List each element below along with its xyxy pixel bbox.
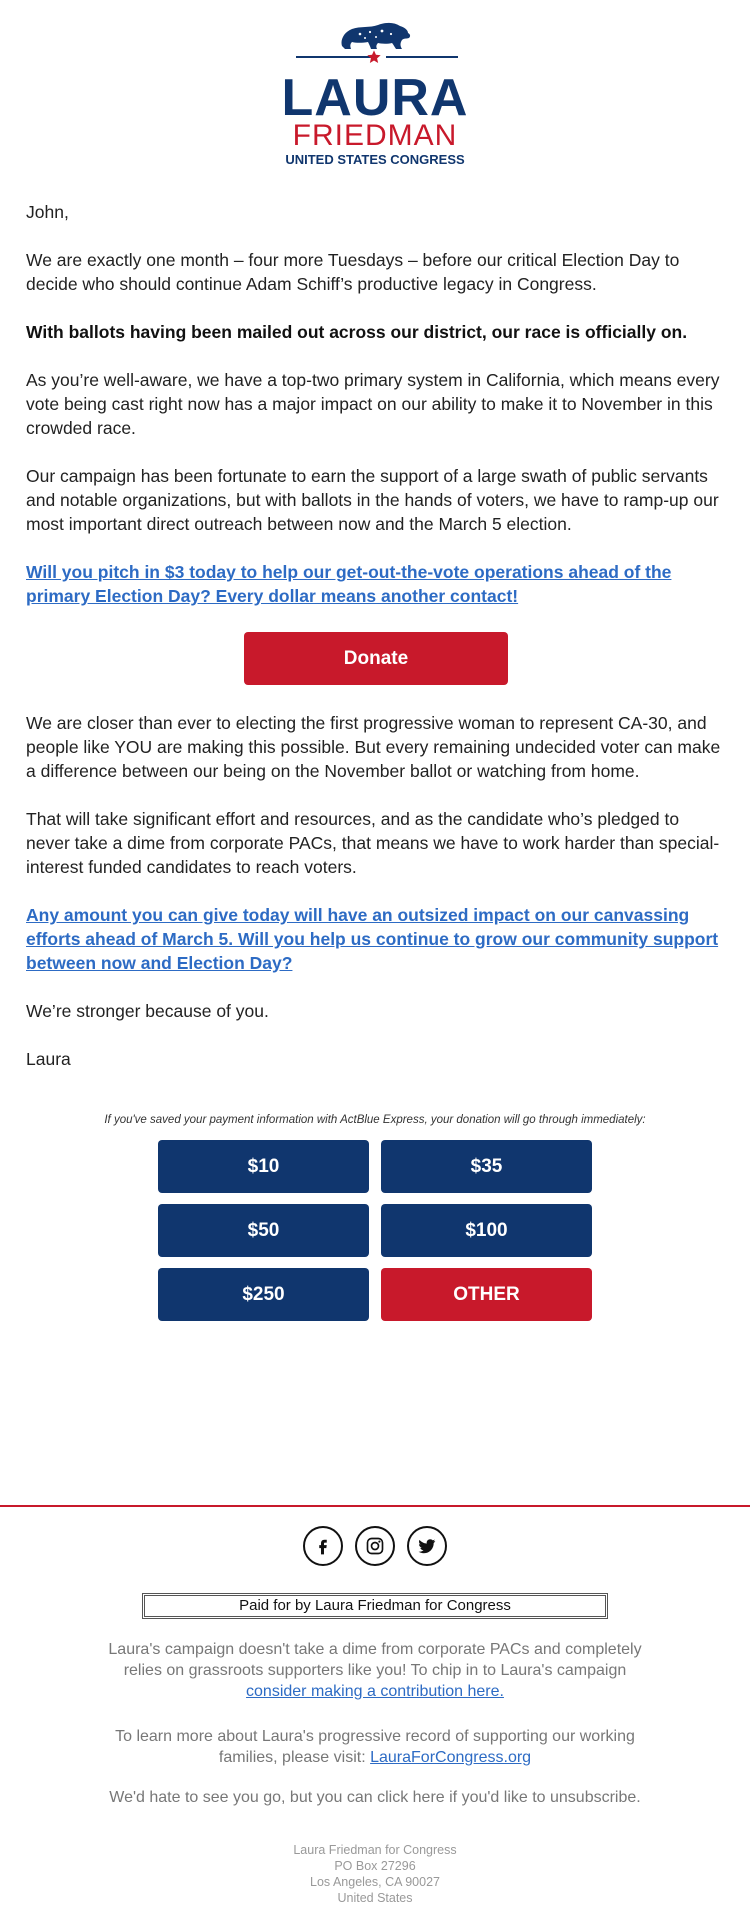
paragraph-1: We are exactly one month – four more Tuesdays – before our critical Election Day to decide who should continue Adam Schiff’s productive legacy in Congress. [26, 250, 680, 294]
facebook-icon[interactable] [303, 1526, 343, 1566]
paragraph-3: As you’re well-aware, we have a top-two primary system in California, which means every vote being cast right now has a major impact on our ability to make it to November in this crowded race. [26, 370, 720, 438]
paragraph-4: Our campaign has been fortunate to earn the support of a large swath of public servants and notable organizations, but with ballots in the hands of voters, we have to ramp-up our most important direct outreach between now and the March 5 election. [26, 466, 719, 534]
address-line-2: PO Box 27296 [334, 1859, 416, 1873]
ask-link-2[interactable]: Any amount you can give today will have an outsized impact on our canvassing efforts ahead of March 5. Will you help us continue to grow our community support between now and Election Day? [26, 905, 719, 973]
greeting: John, [26, 202, 69, 222]
paragraph-5: We are closer than ever to electing the first progressive woman to represent CA-30, and people like YOU are making this possible. But every remaining undecided voter can make a difference between our being on the November ballot or watching from home. [26, 713, 721, 781]
amount-button-100[interactable]: $100 [381, 1204, 592, 1257]
paragraph-closing: We’re stronger because of you. [26, 1001, 269, 1021]
donate-button[interactable]: Donate [244, 632, 508, 685]
instagram-icon[interactable] [355, 1526, 395, 1566]
logo-divider-left [296, 56, 372, 58]
paragraph-2-bold: With ballots having been mailed out across our district, our race is officially on. [26, 322, 688, 342]
address-line-4: United States [337, 1891, 413, 1905]
logo-subtitle: UNITED STATES CONGRESS [285, 152, 465, 167]
website-link[interactable]: LauraForCongress.org [370, 1749, 532, 1766]
learn-text: To learn more about Laura's progressive record of supporting our working families, please visit: [115, 1728, 635, 1766]
actblue-express-note: If you've saved your payment information with ActBlue Express, your donation will go through immediately: [104, 1114, 646, 1126]
logo-divider-right [386, 56, 458, 58]
amount-button-other[interactable]: OTHER [381, 1268, 592, 1321]
paid-for-disclaimer: Paid for by Laura Friedman for Congress [142, 1593, 608, 1619]
campaign-logo [0, 16, 750, 167]
pac-message [90, 1639, 660, 1702]
logo-last-name: FRIEDMAN [292, 119, 458, 152]
bear-icon [336, 16, 414, 52]
contribution-link[interactable]: consider making a contribution here. [246, 1683, 504, 1700]
amount-button-35[interactable]: $35 [381, 1140, 592, 1193]
signature: Laura [26, 1049, 71, 1069]
email-body [26, 200, 726, 1095]
footer-divider [0, 1505, 750, 1507]
address-line-1: Laura Friedman for Congress [293, 1843, 457, 1857]
donate-container [26, 632, 726, 685]
social-links [0, 1526, 750, 1566]
mailing-address [0, 1842, 750, 1906]
amount-button-10[interactable]: $10 [158, 1140, 369, 1193]
unsubscribe-link[interactable]: We'd hate to see you go, but you can click here if you'd like to unsubscribe. [109, 1789, 641, 1806]
address-line-3: Los Angeles, CA 90027 [310, 1875, 440, 1889]
star-icon [366, 49, 382, 65]
paragraph-6: That will take significant effort and resources, and as the candidate who’s pledged to never take a dime from corporate PACs, that means we have to work harder than special-interest funded candidates to reach voters. [26, 809, 720, 877]
logo-first-name: LAURA [281, 69, 469, 127]
ask-link-1[interactable]: Will you pitch in $3 today to help our get-out-the-vote operations ahead of the primary Election Day? Every dollar means another contact! [26, 562, 672, 606]
twitter-icon[interactable] [407, 1526, 447, 1566]
amount-button-50[interactable]: $50 [158, 1204, 369, 1257]
learn-more-message [90, 1726, 660, 1768]
amount-button-250[interactable]: $250 [158, 1268, 369, 1321]
pac-text: Laura's campaign doesn't take a dime from corporate PACs and completely relies on grassroots supporters like you! To chip in to Laura's campaign [108, 1641, 642, 1679]
